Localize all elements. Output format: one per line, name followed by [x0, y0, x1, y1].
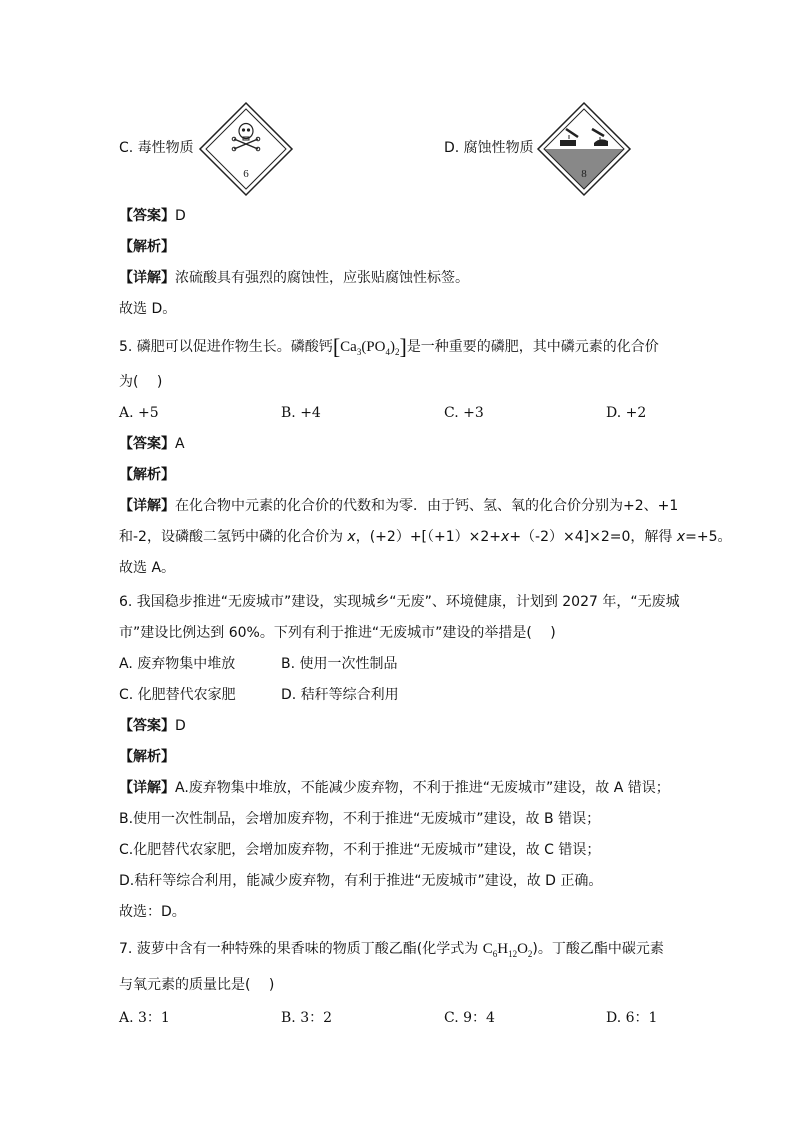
q6-option-a: A. 废弃物集中堆放	[119, 656, 236, 672]
q6-conclusion: 故选：D。	[119, 904, 186, 920]
analysis-label: 【解析】	[119, 467, 175, 483]
q5-conclusion: 故选 A。	[119, 560, 176, 576]
corrosive-hazard-sign-icon	[536, 101, 632, 197]
option-d-text: D. 腐蚀性物质	[444, 140, 534, 156]
option-c-text: C. 毒性物质	[119, 140, 194, 156]
q6-detail-line1: 【详解】A.废弃物集中堆放，不能减少废弃物，不利于推进“无废城市”建设，故 A 错误；	[119, 780, 670, 796]
toxic-sign-number: 6	[243, 168, 249, 180]
q6-stem-line2: 市”建设比例达到 60%。下列有利于推进“无废城市”建设的举措是( )	[119, 625, 556, 641]
q7-option-b: B. 3：2	[281, 1010, 333, 1026]
q5-formula: $[Ca_3(PO_4)_2]$	[332, 334, 407, 359]
q5-stem-before: 5. 磷肥可以促进作物生长。磷酸钙	[119, 339, 333, 355]
corrosive-sign-number: 8	[581, 168, 587, 180]
q5-option-a: A. +5	[119, 405, 159, 421]
q6-stem-line1: 6. 我国稳步推进“无废城市”建设，实现城乡“无废”、环境健康，计划到 2027 年，“无废城	[119, 594, 680, 610]
q7-formula: $C_6H_{12}O_2$	[482, 941, 533, 959]
q5-option-b: B. +4	[281, 405, 321, 421]
answer-value: A	[175, 436, 185, 452]
q6-option-c: C. 化肥替代农家肥	[119, 687, 236, 703]
q7-stem-line1: 7. 菠萝中含有一种特殊的果香味的物质丁酸乙酯(化学式为 $C_6H_{12}O_2$)。丁酸乙酯中碳元素	[119, 941, 664, 959]
q5-answer-line	[119, 434, 185, 454]
q7-option-a: A. 3：1	[119, 1010, 170, 1026]
q6-option-b: B. 使用一次性制品	[281, 656, 398, 672]
analysis-label: 【解析】	[119, 749, 175, 765]
q7-option-d: D. 6：1	[606, 1010, 658, 1026]
answer-label: 【答案】	[119, 208, 175, 224]
q5-stem-line2: 为( )	[119, 374, 163, 390]
answer-value: D	[175, 718, 186, 734]
q4-conclusion: 故选 D。	[119, 301, 177, 317]
q5-detail-line2: 和-2，设磷酸二氢钙中磷的化合价为 x，(+2）+[（+1）×2+x+（-2）×4]×2=0，解得 x=+5。	[119, 529, 732, 545]
detail-label: 【详解】	[119, 498, 175, 514]
q5-option-d: D. +2	[606, 405, 647, 421]
detail-label: 【详解】	[119, 270, 175, 286]
q7-stem-line2: 与氧元素的质量比是( )	[119, 977, 275, 993]
q5-detail-line1: 【详解】在化合物中元素的化合价的代数和为零．由于钙、氢、氧的化合价分别为+2、+1	[119, 498, 679, 514]
q6-option-d: D. 秸秆等综合利用	[281, 687, 399, 703]
analysis-label: 【解析】	[119, 239, 175, 255]
toxic-hazard-sign-icon	[198, 101, 294, 197]
detail-label: 【详解】	[119, 780, 175, 796]
q6-detail-line3: C.化肥替代农家肥，会增加废弃物，不利于推进“无废城市”建设，故 C 错误；	[119, 842, 601, 858]
q6-answer-line	[119, 716, 186, 736]
answer-value: D	[175, 208, 186, 224]
q7-option-c: C. 9：4	[444, 1010, 495, 1026]
q5-stem-line1	[119, 334, 659, 362]
q4-answer-line	[119, 206, 186, 226]
q5-stem-after: 是一种重要的磷肥，其中磷元素的化合价	[406, 339, 659, 355]
answer-label: 【答案】	[119, 718, 175, 734]
q5-option-c: C. +3	[444, 405, 484, 421]
answer-label: 【答案】	[119, 436, 175, 452]
q6-detail-line2: B.使用一次性制品，会增加废弃物，不利于推进“无废城市”建设，故 B 错误；	[119, 811, 601, 827]
q6-detail-line4: D.秸秆等综合利用，能减少废弃物，有利于推进“无废城市”建设，故 D 正确。	[119, 873, 603, 889]
q4-detail-line	[119, 268, 469, 288]
detail-text: 浓硫酸具有强烈的腐蚀性，应张贴腐蚀性标签。	[175, 270, 469, 286]
